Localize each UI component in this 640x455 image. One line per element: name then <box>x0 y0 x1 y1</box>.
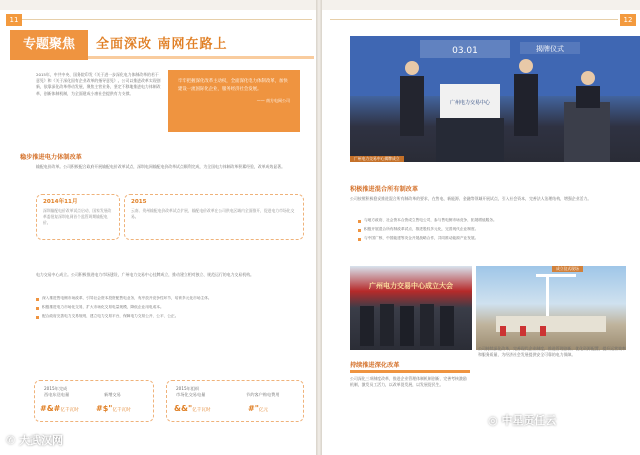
sustain-reform-text: 公司深化三项制度改革，推进企业管理体制机制创新，完善考核激励机制，激发员工活力，以改革促发展，以发展促民生。 <box>350 376 467 388</box>
power-reform-heading: 稳步推进电力体制改革 <box>20 154 82 161</box>
stat-value: #&#亿千瓦时 <box>40 404 79 413</box>
section-title-underline <box>88 56 314 59</box>
sustain-reform-heading: 持续推进深化改革 <box>350 362 400 369</box>
list-item: 积极推进电力市场化交易，扩大市场化交易电量规模，降低企业用电成本。 <box>36 305 302 311</box>
list-item: 积极开展混合所有制改革试点，推进股权多元化，完善现代企业制度。 <box>358 227 626 233</box>
quote-box <box>168 70 300 132</box>
meeting-photo <box>350 266 472 350</box>
stat-caption: 节约客户购电费用 <box>246 392 280 397</box>
banner-date: 03.01 <box>452 46 478 56</box>
timeline-text: 深圳输配电价改革试点启动，国家发展改革委批复深圳电网首个监管周期输配电价。 <box>43 208 112 225</box>
quote-text: 牢牢把握深化改革主动权，全面深化电力体制改革，加快建设一流国际化企业，服务经济社会发展。 <box>178 79 288 92</box>
watermark-right: ◎ 中星贡任云 <box>488 414 557 427</box>
list-item: 深入推进售电侧市场改革，引导社会资本投资配售电业务，有序放开竞争性环节，培育多元化市场主体。 <box>36 296 302 302</box>
sustain-side-text: 公司持续深化改革，完善现代企业制度，推进管理创新，优化资源配置，提升运营效率和服务质量，为经济社会发展提供安全可靠的电力保障。 <box>478 346 626 358</box>
page-number-left: 11 <box>6 14 22 26</box>
banner-text: 揭牌仪式 <box>536 45 564 53</box>
plaque-text: 广州电力交易中心 <box>449 100 491 106</box>
stat-caption: 2015年组织 市场化交易电量 <box>176 386 206 397</box>
meeting-photo-art <box>350 266 472 350</box>
page-number-right: 12 <box>620 14 636 26</box>
intro-paragraph: 2015年，中共中央、国务院印发《关于进一步深化电力体制改革的若干意见》和《关于深化国有企业改革的指导意见》。公司以推进改革实现创新，依靠深化改革带动发展，聚焦主营业务，坚定不移地推进电力体制改革，创新体制机制，为全面建成小康社会提供有力支撑。 <box>36 72 161 96</box>
timeline-year: 2014年11月 <box>43 199 78 205</box>
stat-caption: 新增交易 <box>104 392 121 397</box>
construction-photo <box>476 266 626 350</box>
timeline-text: 云南、贵州输配电价改革试点扩展，输配电价改革在公司供电区域内全面推开，促进电力市场化交易。 <box>131 208 295 219</box>
mixed-ownership-heading: 积极推进混合所有制改革 <box>350 186 419 193</box>
ceremony-photo-art <box>350 36 640 162</box>
stat-value: &&"亿千瓦时 <box>174 404 211 413</box>
quote-source: —— 南方电网公司 <box>256 98 290 103</box>
section-title: 全面深改 南网在路上 <box>96 37 228 52</box>
section-tag: 专题聚焦 <box>10 30 88 60</box>
header-rule-right <box>330 19 618 20</box>
power-reform-text: 输配电价改革。公司积极配合政府开展输配电价改革试点，深圳电网输配电价改革试点顺利完成，为全国电力体制改革积累经验，改革成效显著。 <box>36 164 285 169</box>
stat-value: #$"亿千瓦时 <box>96 404 131 413</box>
ceremony-photo <box>350 36 640 162</box>
list-item: 与中国广核、中国能建等央企开展战略合作，共同推动能源产业发展。 <box>358 236 626 242</box>
timeline-year: 2015 <box>131 199 147 205</box>
section-divider <box>350 370 470 373</box>
timeline-card <box>36 194 120 240</box>
market-bullet-list <box>36 296 302 322</box>
construction-photo-art <box>476 266 626 350</box>
watermark-left: ✆ 大武汉网 <box>6 434 64 447</box>
photo-caption: 广州电力交易中心揭牌成立 <box>350 156 404 162</box>
header-rule-left <box>22 19 312 20</box>
mixed-ownership-intro: 公司按照积极稳妥推进混合所有制改革的要求，在售电、新能源、金融等领域开展试点，引入社会资本，完善法人治理结构，增强企业活力。 <box>350 196 592 201</box>
stat-value: #"亿元 <box>248 404 269 413</box>
photo-banner: 广州电力交易中心成立大会 <box>369 282 453 290</box>
mixed-ownership-bullet-list <box>358 218 626 244</box>
market-text: 电力交易中心成立。公司积极推进电力市场建设，广州电力交易中心挂牌成立，推动建立相对独立、规范运行的电力交易机构。 <box>36 272 254 277</box>
stat-caption: 2015年完成 西电东送电量 <box>44 386 70 397</box>
photo-caption: 成立仪式现场 <box>552 266 583 272</box>
timeline-card <box>124 194 304 240</box>
list-item: 配合政府完善电力交易规则，建立电力交易平台，保障电力交易公开、公平、公正。 <box>36 314 302 320</box>
list-item: 与地方政府、社会资本合资成立售电公司，参与售电侧市场竞争，拓展增值服务。 <box>358 218 626 224</box>
